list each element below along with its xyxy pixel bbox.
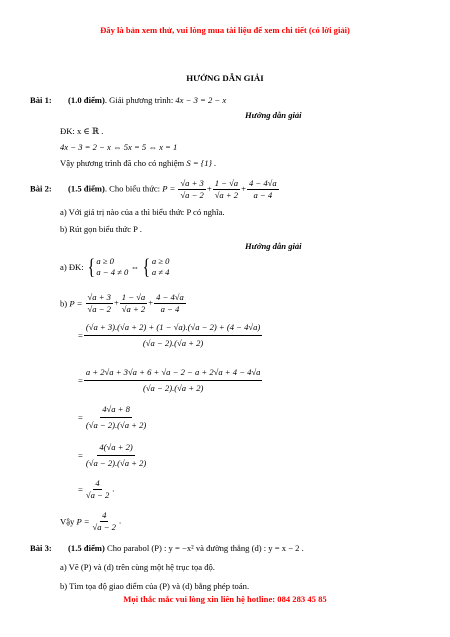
equals-sign: = [78, 412, 83, 423]
term-1-fraction [178, 178, 205, 201]
part-b-lhs: P = [69, 298, 83, 309]
term-1-denominator: √a − 2 [180, 190, 204, 200]
problem-1-label: Bài 1: [30, 95, 52, 105]
part-b-term-3-numerator: 4 − 4√a [156, 292, 184, 302]
part-b-term-3-denominator: a − 4 [160, 304, 180, 314]
problem-3-statement [30, 543, 304, 553]
simplify-step-3 [78, 404, 149, 431]
term-3-denominator: a − 4 [253, 190, 273, 200]
problem-1-conclusion [60, 158, 216, 168]
problem-2-statement: Bài 2: (1.5 điểm). Cho biểu thức: P = $\frac{√a + 3}{√a - 2}$ + $\frac{1 - √a}{√a + 2}$ + $\frac{4 - 4√a}{a - 4}$ [30, 178, 277, 200]
final-lhs: P = [76, 516, 90, 527]
problem-2-points: (1.5 điểm) [68, 183, 105, 194]
system-1-row-2: a − 4 ≠ 0 [96, 267, 129, 277]
problem-2-prompt: . Cho biểu thức: [104, 183, 161, 194]
problem-2-label: Bài 2: [30, 183, 52, 194]
condition-label: a) ĐK: [60, 262, 84, 272]
term-2-denominator: √a + 2 [214, 190, 239, 200]
part-b-term-2-denominator: √a + 2 [121, 304, 146, 314]
simplify-step-2 [78, 367, 263, 394]
step-1-numerator: (√a + 3).(√a + 2) + (1 − √a).(√a − 2) + (4 − 4√a) [84, 322, 262, 336]
problem-2-question-b: b) Rút gọn biểu thức P . [60, 224, 142, 234]
term-3-numerator: 4 − 4√a [248, 178, 277, 188]
problem-3-question-a: a) Vẽ (P) và (d) trên cùng một hệ trục tọa độ. [60, 562, 215, 572]
problem-2-condition [60, 256, 169, 278]
problem-2-question-a: a) Với giá trị nào của a thì biểu thức P có nghĩa. [60, 207, 225, 217]
final-numerator: 4 [102, 510, 107, 520]
step-5-denominator: √a − 2 [85, 490, 110, 500]
page-title: HƯỚNG DẪN GIẢI [186, 73, 264, 83]
problem-3-label: Bài 3: [30, 543, 52, 553]
condition-system-1: { a ≥ 0 a − 4 ≠ 0 [87, 254, 129, 279]
equivalence-sign: ⇔ [130, 262, 140, 272]
step-5-numerator: 4 [95, 478, 100, 488]
step-4-denominator: (√a − 2).(√a + 2) [85, 458, 147, 468]
part-b-term-1-numerator: √a + 3 [87, 292, 111, 302]
problem-1-guide-heading: Hướng dẫn giải [245, 110, 302, 120]
part-b-term-1-denominator: √a − 2 [87, 304, 111, 314]
footer-hotline: Mọi thắc mắc vui lòng xin liên hệ hotline: 084 283 45 85 [123, 594, 327, 604]
system-2-row-2: a ≠ 4 [151, 267, 170, 277]
term-1-numerator: √a + 3 [180, 178, 204, 188]
term-3-fraction [247, 178, 279, 201]
condition-system-2: { a ≥ 0 a ≠ 4 [142, 254, 170, 279]
problem-1-statement [30, 95, 226, 105]
problem-2-final: Vậy P = $\frac{4}{√a - 2}$ . [60, 510, 122, 532]
equals-sign: = [78, 330, 83, 341]
final-denominator: √a − 2 [92, 522, 116, 532]
expression-lhs: P = [162, 183, 176, 194]
system-2-row-1: a ≥ 0 [151, 256, 170, 266]
equals-sign: = [78, 484, 83, 495]
step-3-numerator: 4√a + 8 [100, 404, 132, 418]
problem-3-points: (1.5 điểm) [68, 543, 105, 553]
problem-3-question-b: b) Tìm tọa độ giao điểm của (P) và (d) bằng phép toán. [60, 581, 250, 591]
step-3-denominator: (√a − 2).(√a + 2) [85, 420, 147, 430]
part-b-label: b) [60, 298, 68, 309]
problem-1-condition: ĐK: x ∈ ℝ . [60, 126, 104, 136]
equals-sign: = [78, 450, 83, 461]
problem-3-prompt: Cho parabol (P) : y = −x² và đường thẳng (d) : y = x − 2 . [106, 543, 304, 553]
simplify-step-5: = $\frac{4}{√a - 2}$ . [78, 478, 115, 500]
equals-sign: = [78, 375, 83, 386]
simplify-step-0: b) P = $\frac{√a + 3}{√a - 2}$ + $\frac{1 - √a}{√a + 2}$ + $\frac{4 - 4√a}{a - 4}$ [60, 292, 184, 314]
step-1-denominator: (√a − 2).(√a + 2) [142, 338, 204, 348]
preview-notice: Đây là bản xem thử, vui lòng mua tài liệu để xem chi tiết (có lời giải) [100, 25, 350, 35]
problem-1-equation: 4x − 3 = 2 − x [175, 95, 227, 105]
step-4-numerator: 4(√a + 2) [97, 442, 134, 456]
step-2-numerator: a + 2√a + 3√a + 6 + √a − 2 − a + 2√a + 4 − 4√a [84, 367, 263, 381]
problem-1-steps: 4x − 3 = 2 − x ⇔ 5x = 5 ⇔ x = 1 [60, 142, 178, 152]
problem-2-guide-heading: Hướng dẫn giải [245, 241, 302, 251]
problem-1-solution-set: S = {1} . [186, 158, 217, 168]
step-2-denominator: (√a − 2).(√a + 2) [142, 383, 204, 393]
simplify-step-4 [78, 442, 149, 469]
simplify-step-1 [78, 322, 263, 349]
final-conclusion-text: Vậy [60, 516, 75, 527]
problem-1-conclusion-text: Vậy phương trình đã cho có nghiệm [60, 158, 185, 168]
problem-1-points: (1.0 điểm) [68, 95, 105, 105]
part-b-term-2-numerator: 1 − √a [121, 292, 146, 302]
problem-1-prompt: . Giải phương trình: [104, 95, 174, 105]
term-2-numerator: 1 − √a [214, 178, 239, 188]
term-2-fraction [213, 178, 240, 201]
system-1-row-1: a ≥ 0 [96, 256, 114, 266]
